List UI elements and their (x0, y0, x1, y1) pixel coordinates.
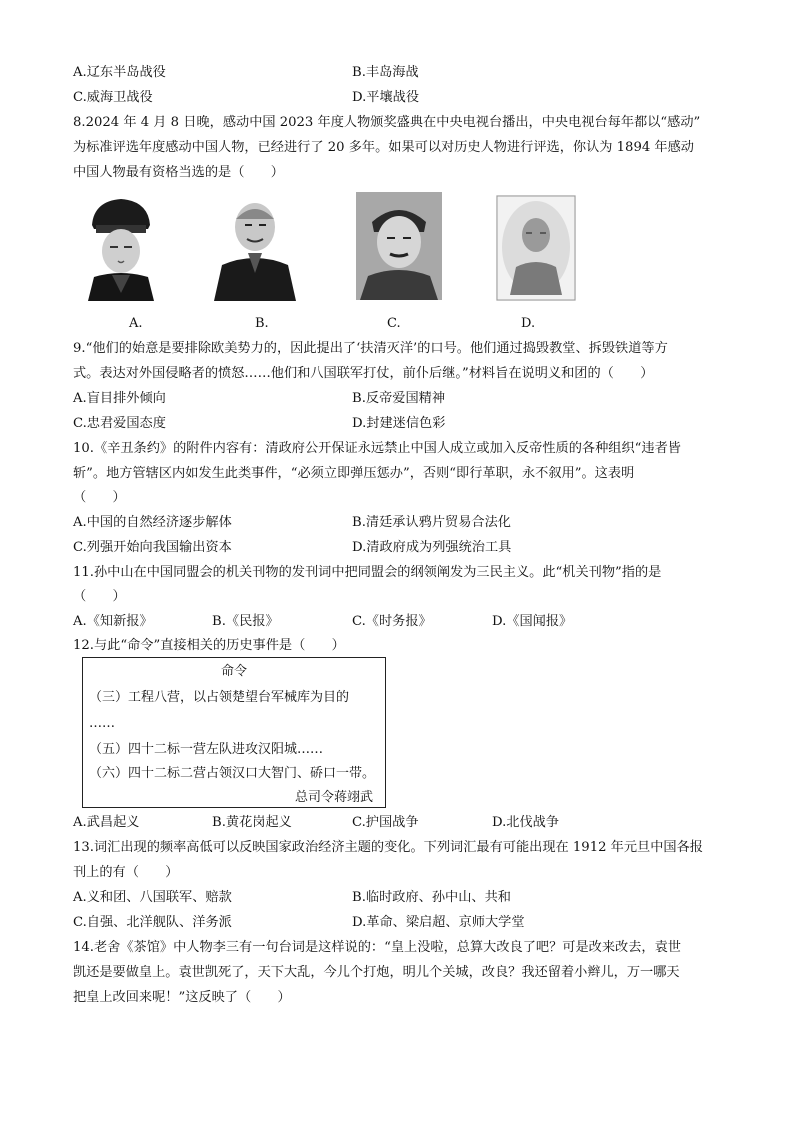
q9-option-d: D.封建迷信色彩 (352, 416, 446, 431)
q11-stem-line2: （ ） (73, 589, 126, 604)
portrait-a-image (88, 195, 154, 301)
q7-option-a: A.辽东半岛战役 (73, 65, 166, 80)
q11-option-b: B.《民报》 (212, 614, 279, 629)
q14-stem-line1: 14.老舍《茶馆》中人物李三有一句台词是这样说的：“皇上没啦，总算大改良了吧？可是改来改去，袁世 (73, 940, 681, 955)
q9-option-b: B.反帝爱国精神 (352, 391, 446, 406)
q12-option-a: A.武昌起义 (73, 815, 140, 830)
q10-option-c: C.列强开始向我国输出资本 (73, 540, 232, 555)
q13-option-b: B.临时政府、孙中山、共和 (352, 890, 511, 905)
q13-option-c: C.自强、北洋舰队、洋务派 (73, 915, 232, 930)
command-line-3: （五）四十二标一营左队进攻汉阳城…… (89, 742, 324, 757)
portrait-b-label: B. (255, 316, 269, 331)
q12-option-d: D.北伐战争 (492, 815, 560, 830)
q9-stem-line1: 9.“他们的始意是要排除欧美势力的，因此提出了‘扶清灭洋’的口号。他们通过捣毁教堂、拆毁铁道等方 (73, 341, 668, 356)
q11-option-d: D.《国闻报》 (492, 614, 573, 629)
q8-stem-line1: 8.2024 年 4 月 8 日晚，感动中国 2023 年度人物颁奖盛典在中央电视台播出，中央电视台每年都以“感动” (73, 115, 701, 130)
q8-stem-line2: 为标准评选年度感动中国人物，已经进行了 20 多年。如果可以对历史人物进行评选，你认为 1894 年感动 (73, 140, 694, 155)
q10-stem-line3: （ ） (73, 490, 126, 505)
portrait-a-label: A. (129, 316, 143, 331)
command-line-4: （六）四十二标二营占领汉口大智门、硚口一带。 (89, 766, 376, 781)
q13-stem-line2: 刊上的有（ ） (73, 865, 179, 880)
q11-option-a: A.《知新报》 (73, 614, 153, 629)
q10-stem-line1: 10.《辛丑条约》的附件内容有：清政府公开保证永远禁止中国人成立或加入反帝性质的各种组织“违者皆 (73, 441, 681, 456)
q13-option-d: D.革命、梁启超、京师大学堂 (352, 915, 525, 930)
q13-option-a: A.义和团、八国联军、赔款 (73, 890, 232, 905)
q9-option-a: A.盲目排外倾向 (73, 391, 166, 406)
q14-stem-line2: 凯还是要做皇上。袁世凯死了，天下大乱，今儿个打炮，明儿个关城，改良？我还留着小辫儿，万一哪天 (73, 965, 680, 980)
portrait-d-image (496, 195, 576, 301)
q10-option-d: D.清政府成为列强统治工具 (352, 540, 512, 555)
q8-stem-line3: 中国人物最有资格当选的是（ ） (73, 165, 284, 180)
q9-option-c: C.忠君爱国态度 (73, 416, 166, 431)
q9-stem-line2: 式。表达对外国侵略者的愤怒……他们和八国联军打仗，前仆后继。”材料旨在说明义和团的（ ） (73, 366, 654, 381)
command-line-2: …… (89, 716, 115, 731)
q11-option-c: C.《时务报》 (352, 614, 432, 629)
portrait-b-image (214, 195, 296, 301)
q10-option-a: A.中国的自然经济逐步解体 (73, 515, 232, 530)
command-line-1: （三）工程八营，以占领楚望台军械库为目的 (89, 690, 350, 705)
portrait-d-label: D. (521, 316, 536, 331)
command-signature: 总司令蒋翊武 (295, 790, 374, 805)
command-title: 命令 (221, 664, 248, 679)
q7-option-c: C.威海卫战役 (73, 90, 153, 105)
command-box (82, 657, 386, 808)
q7-option-d: D.平壤战役 (352, 90, 420, 105)
q10-stem-line2: 斩”。地方管辖区内如发生此类事件，“必须立即弹压惩办”，否则“即行革职，永不叙用”。这表明 (73, 466, 635, 481)
q10-option-b: B.清廷承认鸦片贸易合法化 (352, 515, 511, 530)
q12-option-c: C.护国战争 (352, 815, 419, 830)
q12-stem: 12.与此“命令”直接相关的历史事件是（ ） (73, 638, 345, 653)
q14-stem-line3: 把皇上改回来呢！”这反映了（ ） (73, 990, 291, 1005)
portrait-c-image (356, 192, 442, 300)
q13-stem-line1: 13.词汇出现的频率高低可以反映国家政治经济主题的变化。下列词汇最有可能出现在 1912 年元旦中国各报 (73, 840, 703, 855)
q7-option-b: B.丰岛海战 (352, 65, 419, 80)
q12-option-b: B.黄花岗起义 (212, 815, 292, 830)
q11-stem-line1: 11.孙中山在中国同盟会的机关刊物的发刊词中把同盟会的纲领阐发为三民主义。此“机关刊物”指的是 (73, 565, 662, 580)
portrait-c-label: C. (387, 316, 401, 331)
